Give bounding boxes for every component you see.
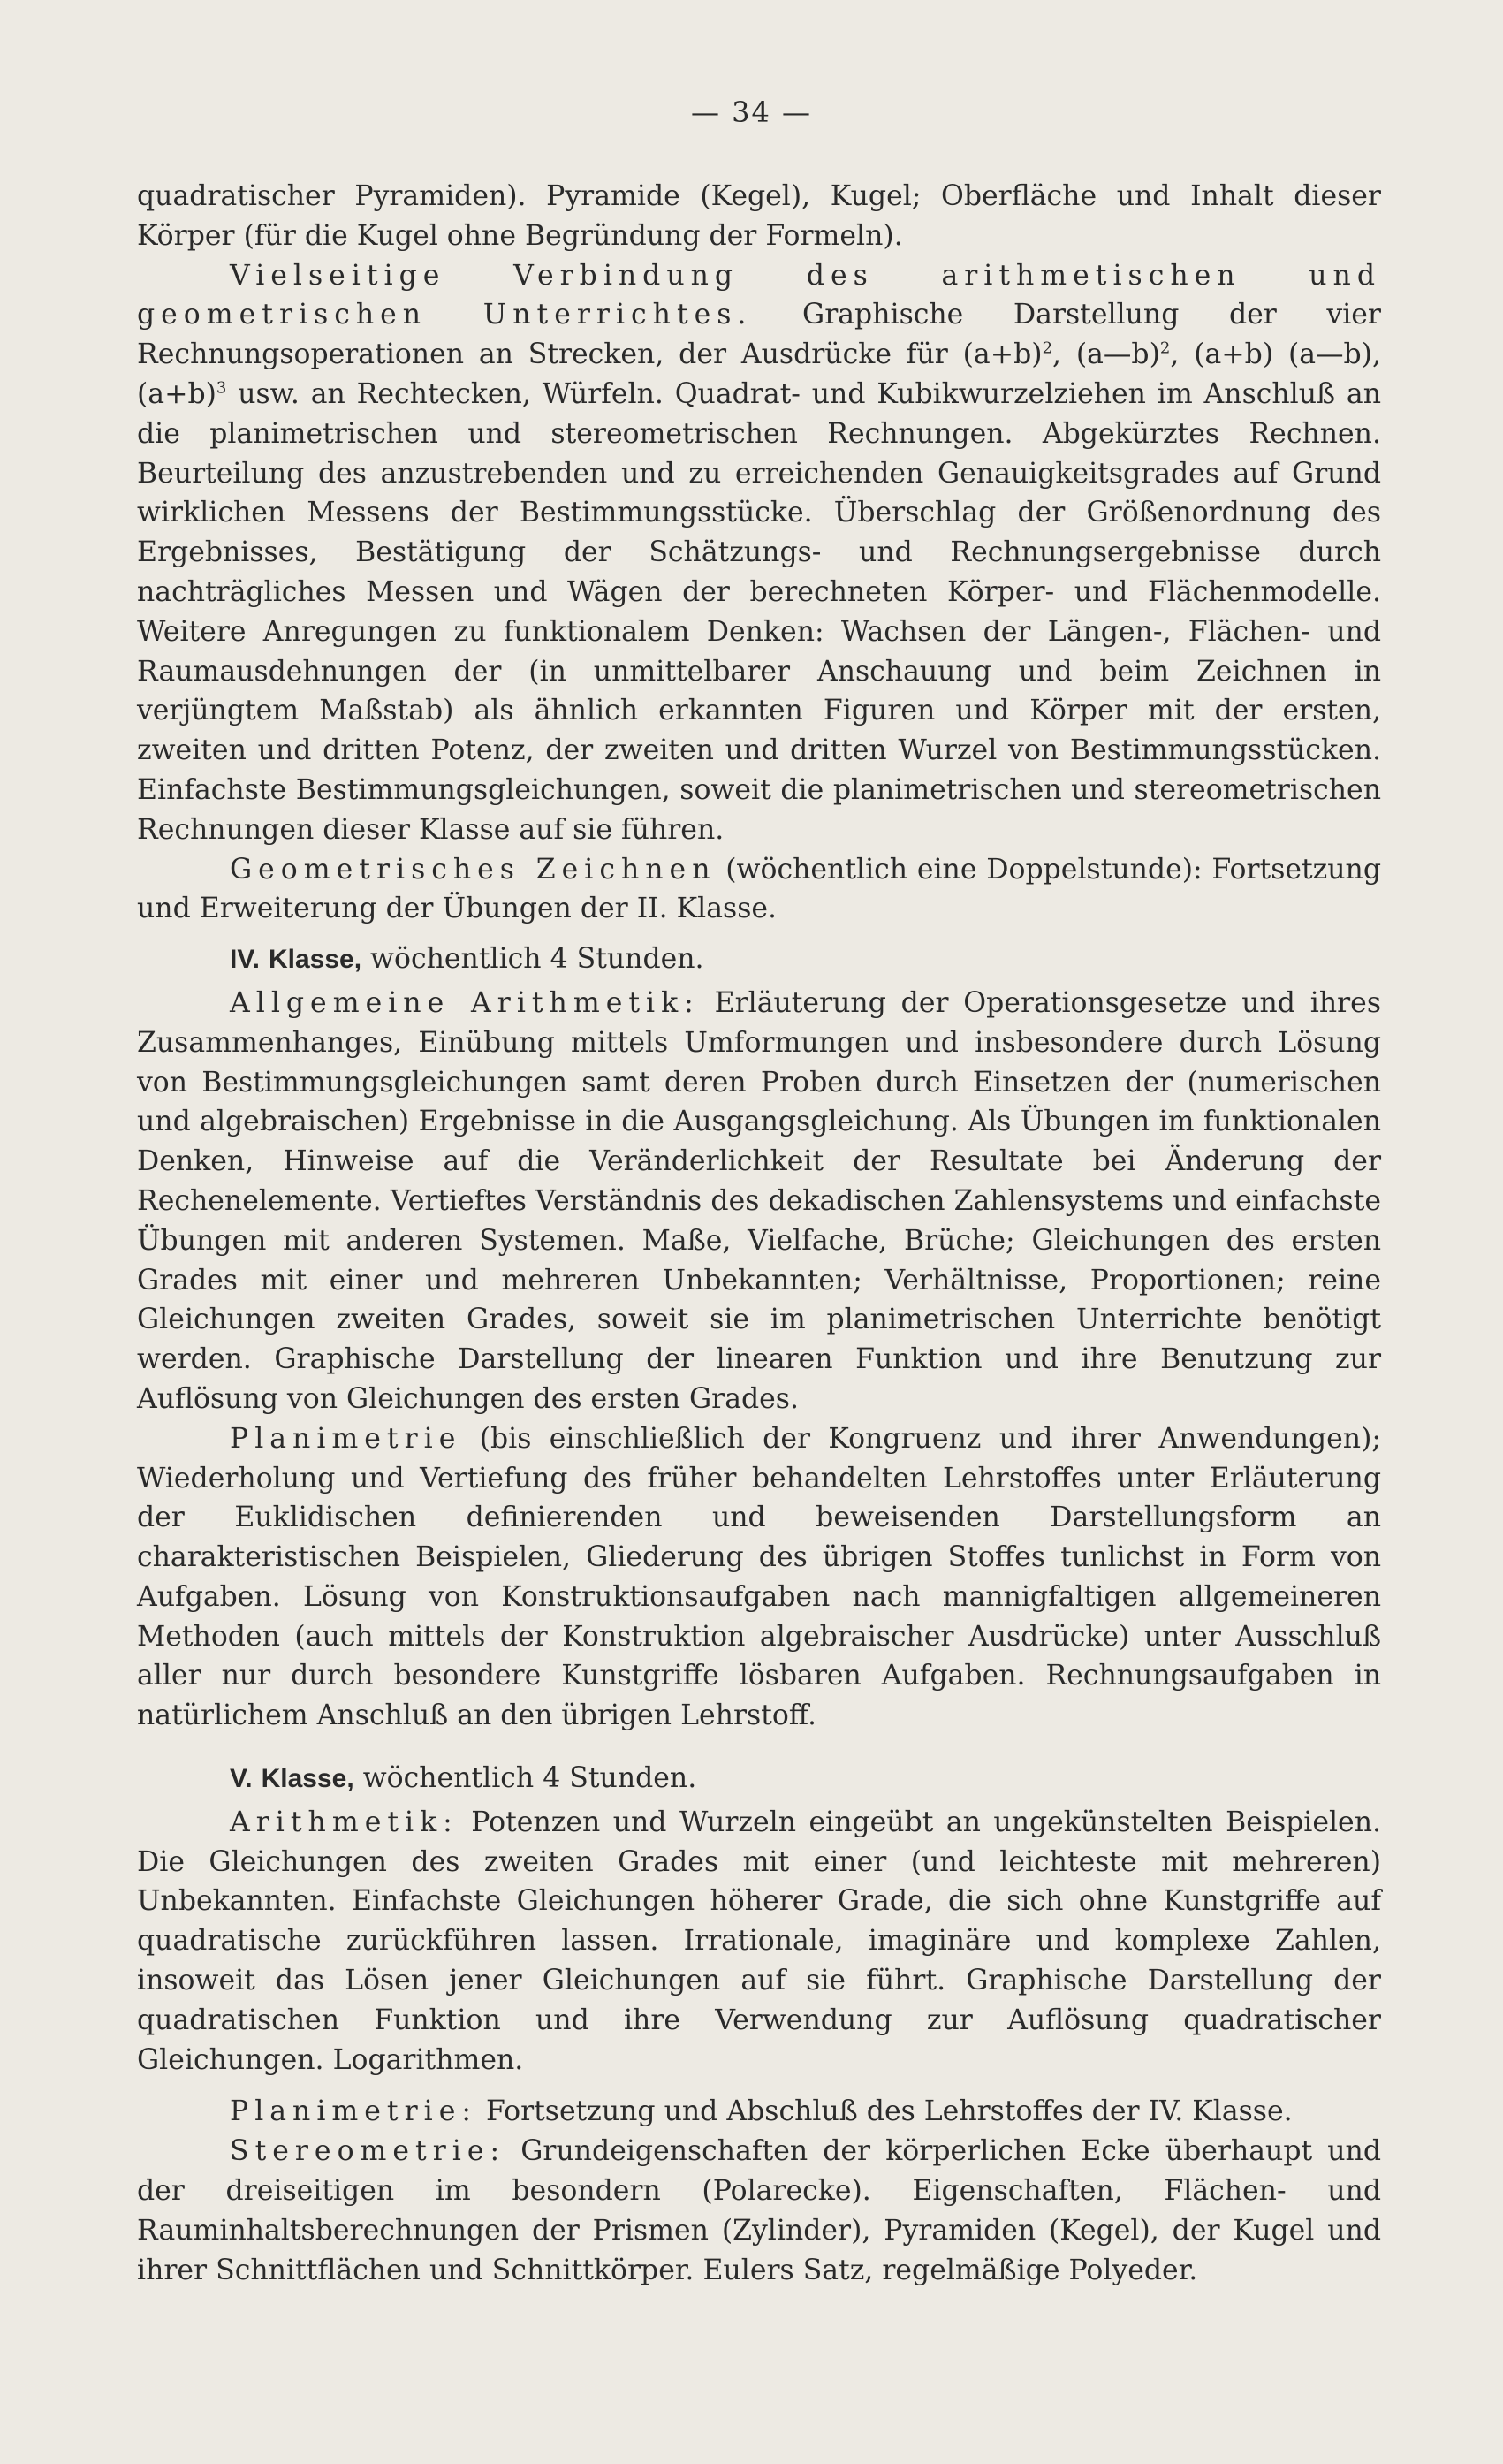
paragraph — [137, 2132, 1381, 2290]
paragraph-text: (bis einschließlich der Kongruenz und ihrer Anwendungen); Wiederholung und Vertiefung des früher behandelten Lehrstoffes unter Erläuterung der Euklidischen definierenden und beweisenden Darstellungsform an charakteristischen Beispielen, Gliederung des übrigen Stoffes tunlichst in Form von Aufgaben. Lösung von Konstruktionsaufgaben nach mannigfaltigen allgemeineren Methoden (auch mittels der Konstruktion algebraischer Ausdrücke) unter Ausschluß aller nur durch besondere Kunstgriffe lösbaren Aufgaben. Rechnungsaufgaben in natürlichem Anschluß an den übrigen Lehrstoff. — [137, 1422, 1381, 1732]
class-number: V. — [230, 1764, 253, 1794]
spaced-term: Geometrisches Zeichnen — [230, 853, 717, 886]
exponent: 3 — [216, 378, 227, 398]
paragraph-text: Grundeigenschaften der körperlichen Ecke überhaupt und der dreiseitigen im besondern (Polarecke). Eigenschaften, Flächen- und Rauminhaltsberechnungen der Prismen (Zylinder), Pyramiden (Kegel), der Kugel und ihrer Schnittflächen und Schnittkörper. Eulers Satz, regelmäßige Polyeder. — [137, 2135, 1381, 2286]
class-heading-v — [137, 1759, 1381, 1799]
spaced-term: Stereometrie: — [230, 2135, 506, 2168]
body-text — [137, 177, 1381, 2290]
paragraph — [137, 984, 1381, 1419]
paragraph — [137, 1419, 1381, 1736]
paragraph-text: quadratischer Pyramiden). Pyramide (Kegel), Kugel; Oberfläche und Inhalt dieser Körper (für die Kugel ohne Begründung der Formeln). — [137, 180, 1381, 252]
class-number: IV. — [230, 945, 260, 975]
exponent: 2 — [1042, 338, 1053, 358]
spaced-term: Planimetrie — [230, 1422, 462, 1455]
paragraph-text: Fortsetzung und Abschluß des Lehrstoffes der IV. Klasse. — [476, 2095, 1293, 2128]
spacer — [137, 2080, 1381, 2092]
class-label: Klasse, — [261, 1764, 354, 1794]
class-hours: wöchentlich 4 Stunden. — [361, 943, 704, 976]
paragraph-text: Erläuterung der Operationsgesetze und ihres Zusammenhanges, Einübung mittels Umformungen und insbesondere durch Lösung von Bestimmungsgleichungen samt deren Proben durch Einsetzen der (numerischen und algebraischen) Ergebnisse in die Ausgangsgleichung. Als Übungen im funktionalen Denken, Hinweise auf die Veränderlichkeit der Resultate bei Änderung der Rechenelemente. Vertieftes Verständnis des dekadischen Zahlensystems und einfachste Übungen mit anderen Systemen. Maße, Vielfache, Brüche; Gleichungen des ersten Grades mit einer und mehreren Unbekannten; Verhältnisse, Proportionen; reine Gleichungen zweiten Grades, soweit sie im planimetrischen Unterrichte benötigt werden. Graphische Darstellung der linearen Funktion und ihre Benutzung zur Auflösung von Gleichungen des ersten Grades. — [137, 986, 1381, 1415]
spaced-term: Allgemeine Arithmetik: — [230, 986, 700, 1019]
paragraph-text: , (a—b) — [1052, 338, 1160, 371]
class-label: Klasse, — [268, 945, 362, 975]
spaced-term: Arithmetik: — [230, 1806, 459, 1838]
paragraph-text: Potenzen und Wurzeln eingeübt an ungekünstelten Beispielen. Die Gleichungen des zweiten Grades mit einer (und leichteste mit mehreren) Unbekannten. Einfachste Gleichungen höherer Grade, die sich ohne Kunstgriffe auf quadratische zurückführen lassen. Irrationale, imaginäre und komplexe Zahlen, insoweit das Lösen jener Gleichungen auf sie führt. Graphische Darstellung der quadratischen Funktion und ihre Verwendung zur Auflösung quadratischer Gleichungen. Logarithmen. — [137, 1806, 1381, 2076]
paragraph — [137, 1803, 1381, 2080]
paragraph — [137, 2092, 1381, 2132]
paragraph-text: (wöchentlich eine Doppelstunde): Fortsetzung und Erweiterung der Übungen der II. Klasse. — [137, 853, 1382, 925]
paragraph-text: usw. an Rechtecken, Würfeln. Quadrat- und Kubikwurzelziehen im Anschluß an die planimetrischen und stereometrischen Rechnungen. Abgekürztes Rechnen. Beurteilung des anzustrebenden und zu erreichenden Genauigkeitsgrades auf Grund wirklichen Messens der Bestimmungsstücke. Überschlag der Größenordnung des Ergebnisses, Bestätigung der Schätzungs- und Rechnungsergebnisse durch nachträgliches Messen und Wägen der berechneten Körper- und Flächenmodelle. Weitere Anregungen zu funktionalem Denken: Wachsen der Längen-, Flächen- und Raumausdehnungen der (in unmittelbarer Anschauung und beim Zeichnen in verjüngtem Maßstab) als ähnlich erkannten Figuren und Körper mit der ersten, zweiten und dritten Potenz, der zweiten und dritten Wurzel von Bestimmungsstücken. Einfachste Bestimmungsgleichungen, soweit die planimetrischen und stereometrischen Rechnungen dieser Klasse auf sie führen. — [137, 377, 1381, 846]
paragraph — [137, 256, 1381, 850]
page-number: — 34 — — [690, 95, 813, 129]
exponent: 2 — [1159, 338, 1171, 358]
class-hours: wöchentlich 4 Stunden. — [353, 1762, 697, 1795]
paragraph-text: , (a+b) (a—b), (a+b) — [137, 338, 1381, 410]
class-heading-iv — [137, 939, 1381, 980]
spaced-term: Vielseitige Verbindung des arithmetischen und geometrischen Unterrichtes. — [137, 259, 1381, 331]
spacer — [137, 1736, 1381, 1748]
paragraph — [137, 850, 1381, 930]
paragraph — [137, 177, 1381, 256]
paragraph-text: Graphische Darstellung der vier Rechnungsoperationen an Strecken, der Ausdrücke für (a+b) — [137, 299, 1381, 371]
spaced-term: Planimetrie: — [230, 2095, 477, 2128]
